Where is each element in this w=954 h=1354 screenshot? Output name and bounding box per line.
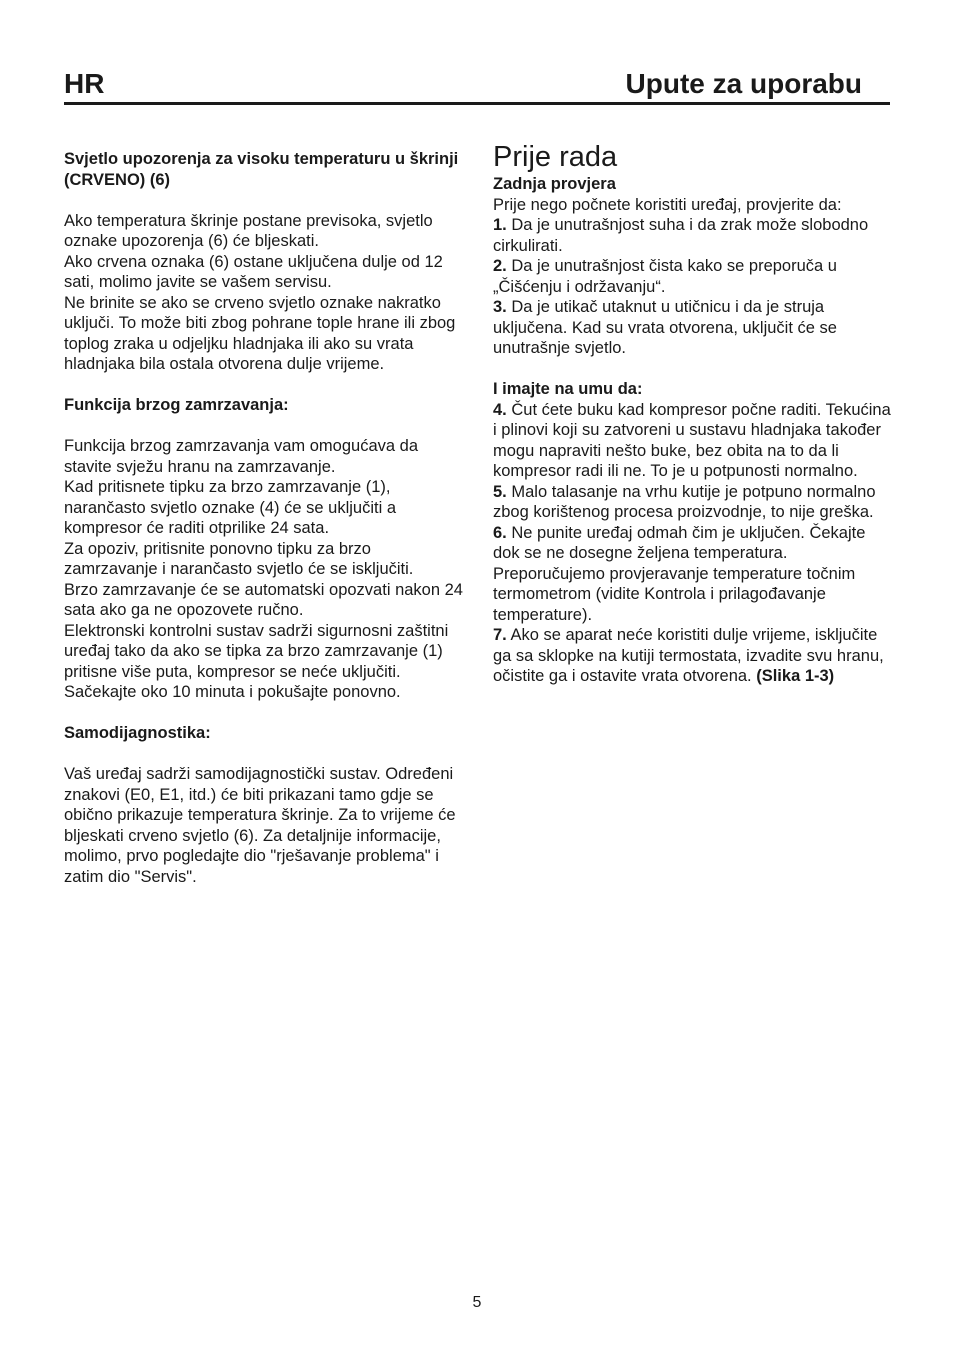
section-title-fast-freeze: Funkcija brzog zamrzavanja: [64,396,289,414]
section-title-warning-light: Svjetlo upozorenja za visoku temperaturu u škrinji (CRVENO) (6) [64,150,459,189]
list-item: 4. Čut ćete buku kad kompresor počne raditi. Tekućina i plinovi koji su zatvoreni u sustavu hladnjaka također mogu napraviti nešto buke, bez obita na to da li kompresor radi ili ne. To je u potpunosti normalno. [493,400,891,480]
paragraph: Za opoziv, pritisnite ponovno tipku za brzo zamrzavanje i narančasto svjetlo će se isključiti. [64,539,414,578]
section-title-self-diagnosis: Samodijagnostika: [64,724,211,742]
paragraph: Ako crvena oznaka (6) ostane uključena dulje od 12 sati, molimo javite se vašem servisu. [64,252,443,291]
list-item: 5. Malo talasanje na vrhu kutije je potpuno normalno zbog korištenog procesa proizvodnje, to nije greška. [493,482,876,521]
left-column [64,149,464,887]
section-heading: Prije rada [493,141,618,173]
paragraph: Funkcija brzog zamrzavanja vam omogućava da stavite svježu hranu na zamrzavanje. [64,437,419,476]
paragraph: Ako temperatura škrinje postane previsoka, svjetlo oznake upozorenja (6) će bljeskati. [64,211,433,250]
paragraph: Brzo zamrzavanje će se automatski opozvati nakon 24 sata ako ga ne opozovete ručno. [64,580,463,619]
figure-reference: (Slika 1-3) [756,667,835,685]
page-header [64,66,890,105]
right-column [493,140,893,687]
paragraph: Vaš uređaj sadrži samodijagnostički sustav. Određeni znakovi (E0, E1, itd.) će biti prikazani tamo gdje se obično prikazuje temperatura škrinje. Za to vrijeme će bljeskati crveno svjetlo (6). Za detaljnije informacije, molimo, prvo pogledajte dio "rješavanje problema" i zatim dio "Servis". [64,765,456,886]
paragraph: Kad pritisnete tipku za brzo zamrzavanje (1), narančasto svjetlo oznake (4) će se uključiti a kompresor će raditi otprilike 24 sata. [64,478,396,537]
page-number: 5 [472,1294,482,1311]
list-item: 6. Ne punite uređaj odmah čim je uključen. Čekajte dok se ne dosegne željena temperatura. Preporučujemo provjeravanje temperature točnim termometrom (vidite Kontrola i prilagođavanje temperature). [493,523,866,624]
paragraph: Elektronski kontrolni sustav sadrži sigurnosni zaštitni uređaj tako da ako se tipka za brzo zamrzavanje (1) pritisne više puta, kompresor se neće uključiti. Sačekajte oko 10 minuta i pokušajte ponovno. [64,621,449,701]
subheading-final-check: Zadnja provjera [493,175,616,193]
paragraph: Prije nego počnete koristiti uređaj, provjerite da: [493,195,842,214]
subheading-keep-in-mind: I imajte na umu da: [493,380,643,398]
list-item: 1. Da je unutrašnjost suha i da zrak može slobodno cirkulirati. [493,216,869,255]
page-title: Upute za uporabu [625,68,862,99]
paragraph: Ne brinite se ako se crveno svjetlo oznake nakratko uključi. To može biti zbog pohrane tople hrane ili zbog toplog zraka u odjeljku hladnjaka ili ako su vrata hladnjaka bila ostala otvorena dulje vrijeme. [64,293,456,373]
list-item: 3. Da je utikač utaknut u utičnicu i da je struja uključena. Kad su vrata otvorena, uključit će se unutrašnje svjetlo. [493,298,837,357]
list-item: 7. Ako se aparat neće koristiti dulje vrijeme, isključite ga sa sklopke na kutiji termostata, izvadite svu hranu, očistite ga i ostavite vrata otvorena. (Slika 1-3) [493,626,884,685]
language-code: HR [64,68,105,99]
list-item: 2. Da je unutrašnjost čista kako se preporuča u „Čišćenju i održavanju“. [493,257,837,296]
